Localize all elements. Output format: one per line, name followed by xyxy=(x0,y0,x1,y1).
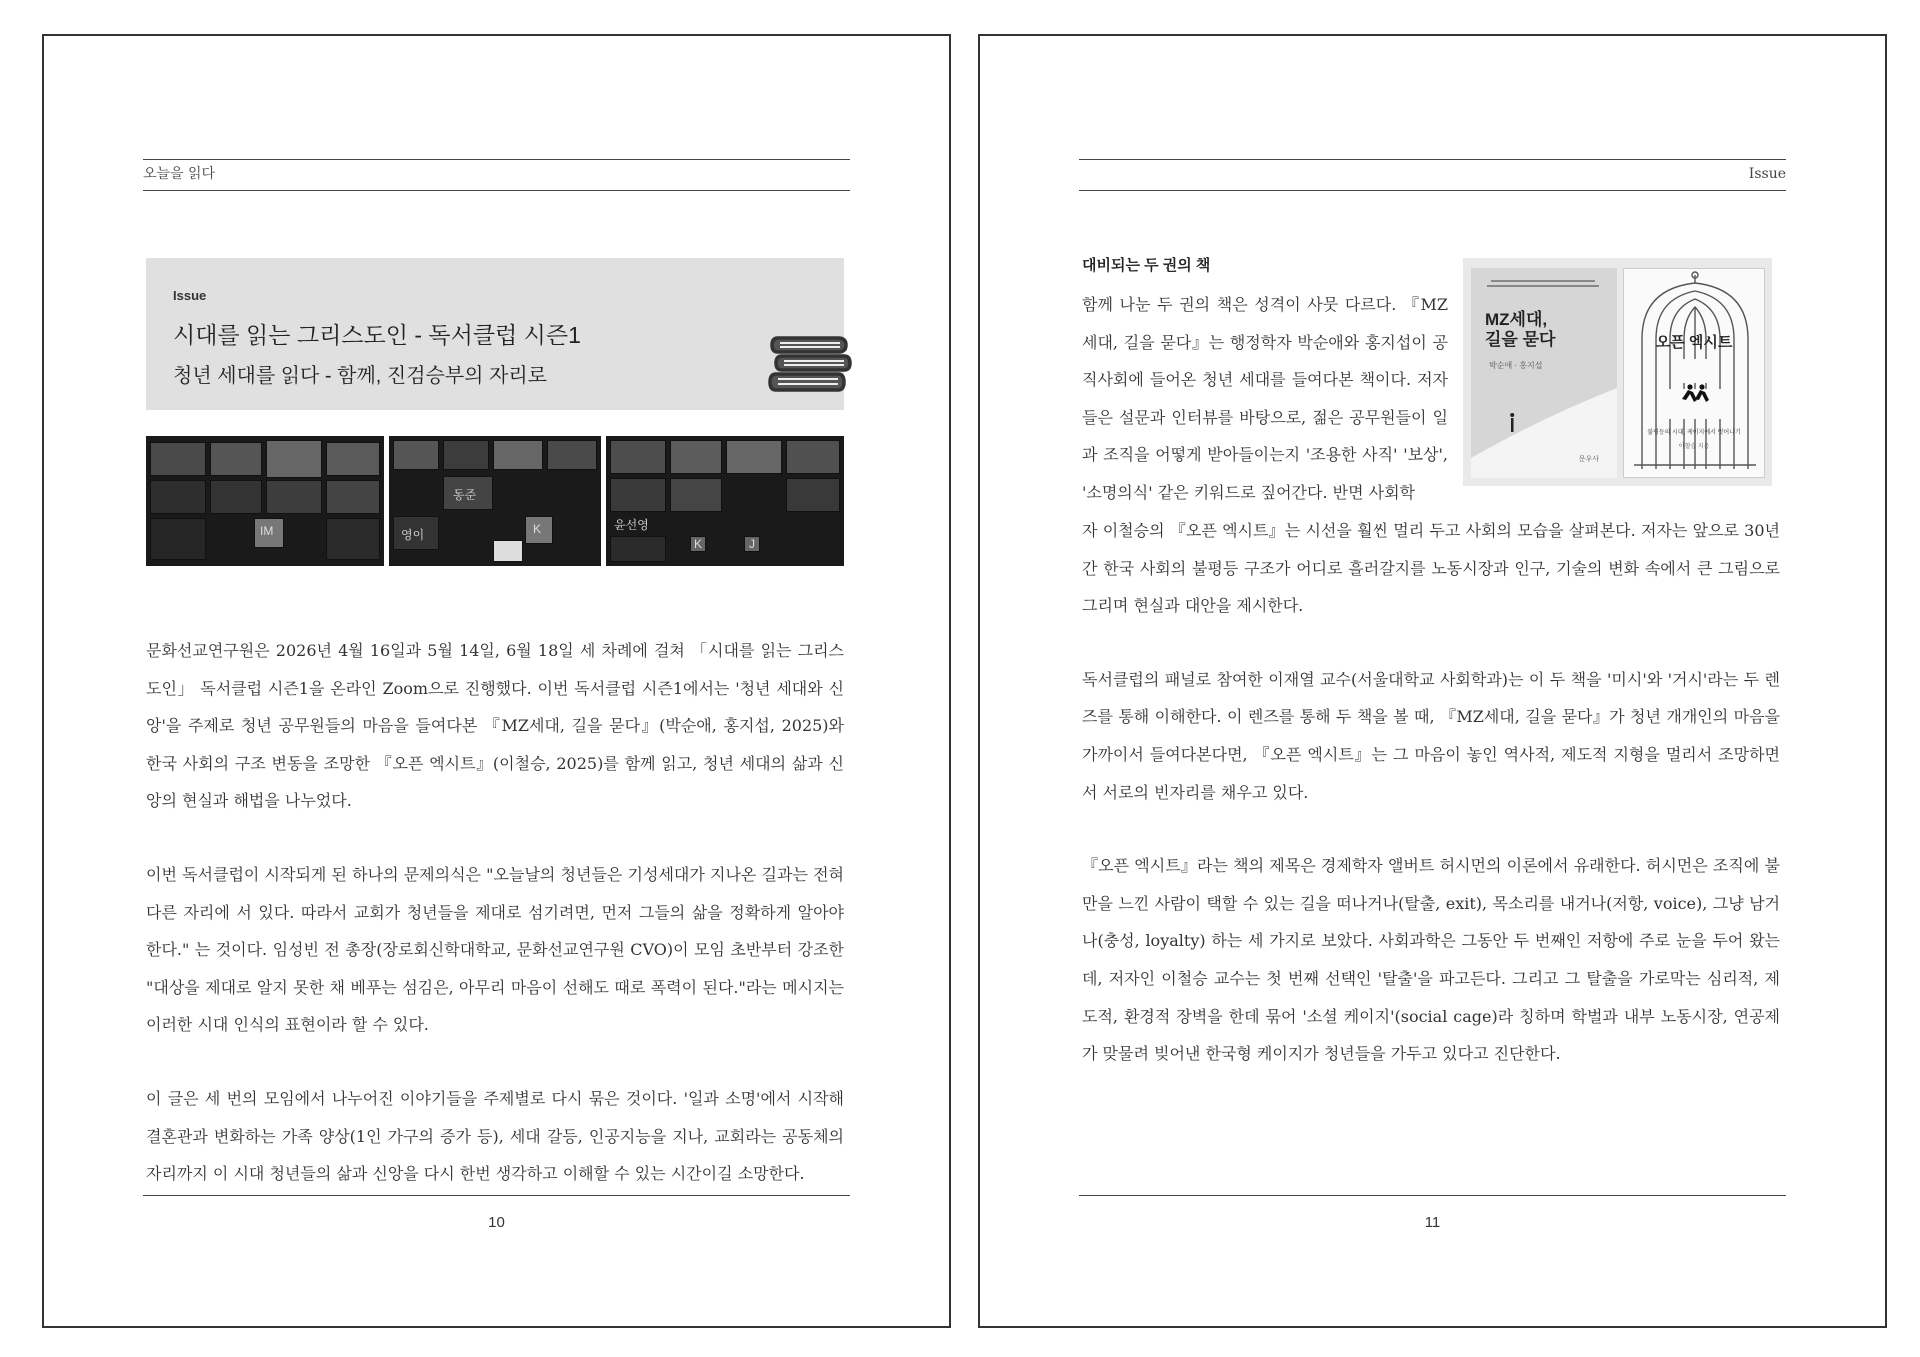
zoom-photo-2 xyxy=(389,436,601,566)
photo-label: 동준 xyxy=(453,488,477,502)
left-page xyxy=(42,34,951,1328)
zoom-photo-1 xyxy=(146,436,384,566)
paragraph: 『오픈 엑시트』라는 책의 제목은 경제학자 앨버트 허시먼의 이론에서 유래한다. 허시먼은 조직에 불만을 느낀 사람이 택할 수 있는 길을 떠나거나(탈출, exit), 목소리를 내거나(저항, voice), 그냥 남거나(충성, loyalty) 하는 세 가지로 보았다. 사회과학은 그동안 두 번째인 저항에 주로 눈을 두어 왔는데, 저자인 이철승 교수는 첫 번째 선택인 '탈출'을 파고든다. 그리고 그 탈출을 가로막는 심리적, 제도적, 환경적 장벽을 한데 묶어 '소셜 케이지'(social cage)라 칭하며 학벌과 내부 노동시장, 연공제가 맞물려 빚어낸 한국형 케이지가 청년들을 가두고 있다고 진단한다. xyxy=(1082,856,1780,1064)
running-head: 오늘을 읽다 xyxy=(143,159,850,191)
book-cover-open-exit xyxy=(1623,268,1765,478)
issue-subtitle: 청년 세대를 읽다 - 함께, 진검승부의 자리로 xyxy=(173,365,547,387)
section-heading: 대비되는 두 권의 책 xyxy=(1082,257,1211,274)
zoom-photos xyxy=(146,436,844,566)
photo-label: J xyxy=(749,537,755,551)
issue-title: 시대를 읽는 그리스도인 - 독서클럽 시즌1 xyxy=(173,322,581,348)
paragraph: 문화선교연구원은 2026년 4월 16일과 5월 14일, 6월 18일 세 차례에 걸쳐 「시대를 읽는 그리스도인」 독서클럽 시즌1을 온라인 Zoom으로 진행했다. 이번 독서클럽 시즌1에서는 '청년 세대와 신앙'을 주제로 청년 공무원들의 마음을 들여다본 『MZ세대, 길을 묻다』(박순애, 홍지섭, 2025)와 한국 사회의 구조 변동을 조망한 『오픈 엑시트』(이철승, 2025)를 함께 읽고, 청년 세대의 삶과 신앙의 현실과 해법을 나누었다. xyxy=(146,641,844,811)
right-page xyxy=(978,34,1887,1328)
cover-publisher: 문우사 xyxy=(1578,456,1599,463)
running-head: Issue xyxy=(1079,159,1786,191)
paragraph: 이번 독서클럽이 시작되게 된 하나의 문제의식은 "오늘날의 청년들은 기성세대가 지나온 길과는 전혀 다른 자리에 서 있다. 따라서 교회가 청년들을 제대로 섬기려면, 먼저 그들의 삶을 정확하게 알아야 한다." 는 것이다. 임성빈 전 총장(장로회신학대학교, 문화선교연구원 CVO)이 모임 초반부터 강조한 "대상을 제대로 알지 못한 채 베푸는 섬김은, 아무리 마음이 선해도 때로 폭력이 된다."라는 메시지는 이러한 시대 인식의 표현이라 할 수 있다. xyxy=(146,864,844,1035)
page-number: 11 xyxy=(1079,1195,1786,1231)
right-body xyxy=(1082,512,1780,1073)
photo-label: 영이 xyxy=(401,528,425,542)
photo-label: K xyxy=(694,537,703,551)
left-body xyxy=(146,632,844,1193)
photo-label: 윤선영 xyxy=(614,518,649,532)
issue-tag: Issue xyxy=(173,288,207,303)
books-icon xyxy=(768,332,852,396)
book-covers xyxy=(1463,258,1772,486)
cover-title: MZ세대, xyxy=(1485,310,1548,329)
book-cover-mz xyxy=(1471,268,1617,478)
cover-author: 이철승 지음 xyxy=(1678,444,1710,450)
issue-box xyxy=(146,258,844,410)
cover-title: 길을 묻다 xyxy=(1485,330,1556,349)
cover-subtitle: 불평등의 시대, 케이지에서 벗어나기 xyxy=(1647,430,1741,436)
cover-authors: 박순애 · 홍지섭 xyxy=(1489,361,1543,370)
photo-label: K xyxy=(533,522,542,536)
cover-road-illustration xyxy=(1471,268,1617,478)
paragraph: 자 이철승의 『오픈 엑시트』는 시선을 훨씬 멀리 두고 사회의 모습을 살펴본다. 저자는 앞으로 30년 간 한국 사회의 불평등 구조가 어디로 흘러갈지를 노동시장과 인구, 기술의 변화 속에서 큰 그림으로 그리며 현실과 대안을 제시한다. xyxy=(1082,521,1780,616)
zoom-photo-3 xyxy=(606,436,844,566)
page-number: 10 xyxy=(143,1195,850,1231)
paragraph: 이 글은 세 번의 모임에서 나누어진 이야기들을 주제별로 다시 묶은 것이다. '일과 소명'에서 시작해 결혼관과 변화하는 가족 양상(1인 가구의 증가 등), 세대 갈등, 인공지능을 지나, 교회라는 공동체의 자리까지 이 시대 청년들의 삶과 신앙을 다시 한번 생각하고 이해할 수 있는 시간이길 소망한다. xyxy=(146,1088,844,1184)
cover-title: 오픈 엑시트 xyxy=(1655,334,1733,351)
paragraph: 독서클럽의 패널로 참여한 이재열 교수(서울대학교 사회학과)는 이 두 책을 '미시'와 '거시'라는 두 렌즈를 통해 이해한다. 이 렌즈를 통해 두 책을 볼 때, 『MZ세대, 길을 묻다』가 청년 개개인의 마음을 가까이서 들여다본다면, 『오픈 엑시트』는 그 마음이 놓인 역사적, 제도적 지형을 멀리서 조망하면서 서로의 빈자리를 채우고 있다. xyxy=(1082,669,1780,802)
wrapped-paragraph: 함께 나눈 두 권의 책은 성격이 사뭇 다르다. 『MZ세대, 길을 묻다』는 행정학자 박순애와 홍지섭이 공직사회에 들어온 청년 세대를 들여다본 책이다. 저자들은 설문과 인터뷰를 바탕으로, 젊은 공무원들이 일과 조직을 어떻게 받아들이는지 '조용한 사직' '보상', '소명의식' 같은 키워드로 짚어간다. 반면 사회학 xyxy=(1082,295,1448,502)
photo-label: IM xyxy=(260,524,274,538)
